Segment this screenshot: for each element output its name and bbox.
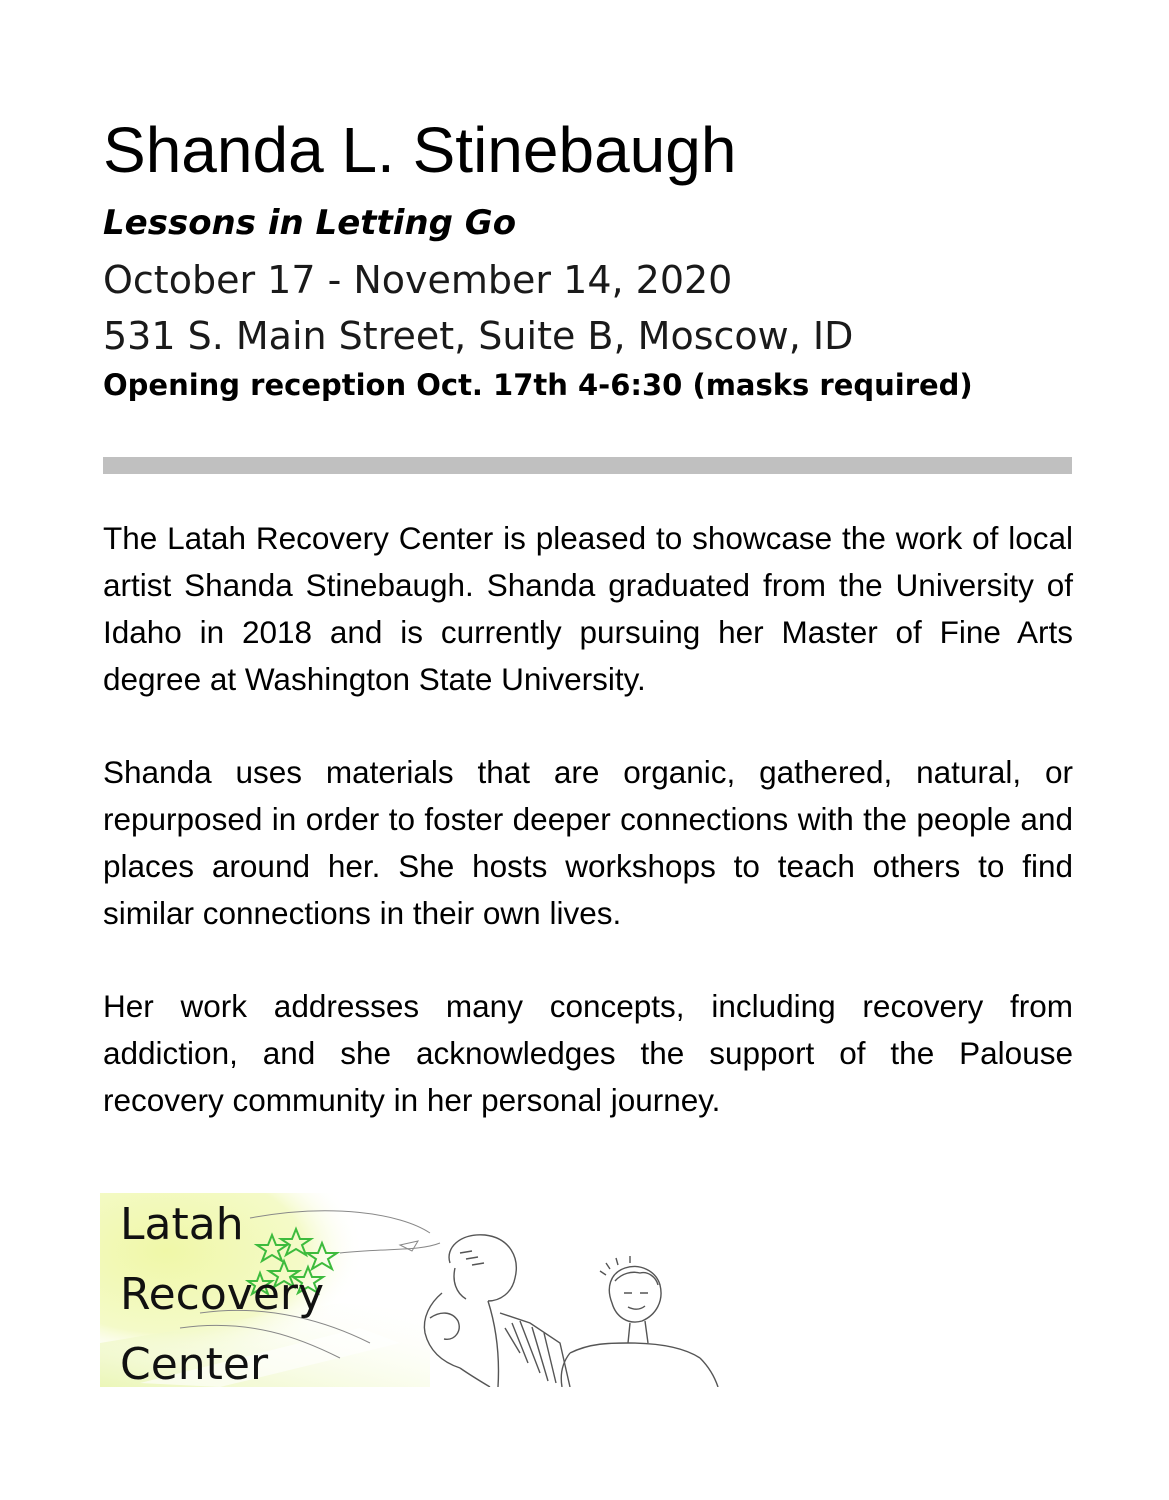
logo-line-recovery: Recovery [120,1269,325,1320]
logo-line-latah: Latah [120,1199,244,1250]
show-address: 531 S. Main Street, Suite B, Moscow, ID [103,314,854,358]
paragraph-materials: Shanda uses materials that are organic, gathered, natural, or repurposed in order to foster deeper connections with the people and places around her. She hosts workshops to teach others to find similar connections in their own lives. [103,754,1073,931]
logo-line-center: Center [120,1339,269,1387]
opening-reception: Opening reception Oct. 17th 4-6:30 (masks required) [103,368,973,402]
sketch-figure-right [561,1256,718,1387]
paragraph-intro: The Latah Recovery Center is pleased to showcase the work of local artist Shanda Stinebaugh. Shanda graduated from the University of Idaho in 2018 and is currently pursuing her Master of Fine Arts degree at Washington State University. [103,520,1073,697]
paragraph-recovery: Her work addresses many concepts, including recovery from addiction, and she acknowledges the support of the Palouse recovery community in her personal journey. [103,988,1073,1118]
show-title: Lessons in Letting Go [103,203,517,243]
sketch-figure-left [424,1235,570,1387]
divider-bar [103,457,1072,474]
latah-recovery-center-logo [100,1193,722,1387]
artist-name: Shanda L. Stinebaugh [103,114,737,186]
show-dates: October 17 - November 14, 2020 [103,258,733,302]
